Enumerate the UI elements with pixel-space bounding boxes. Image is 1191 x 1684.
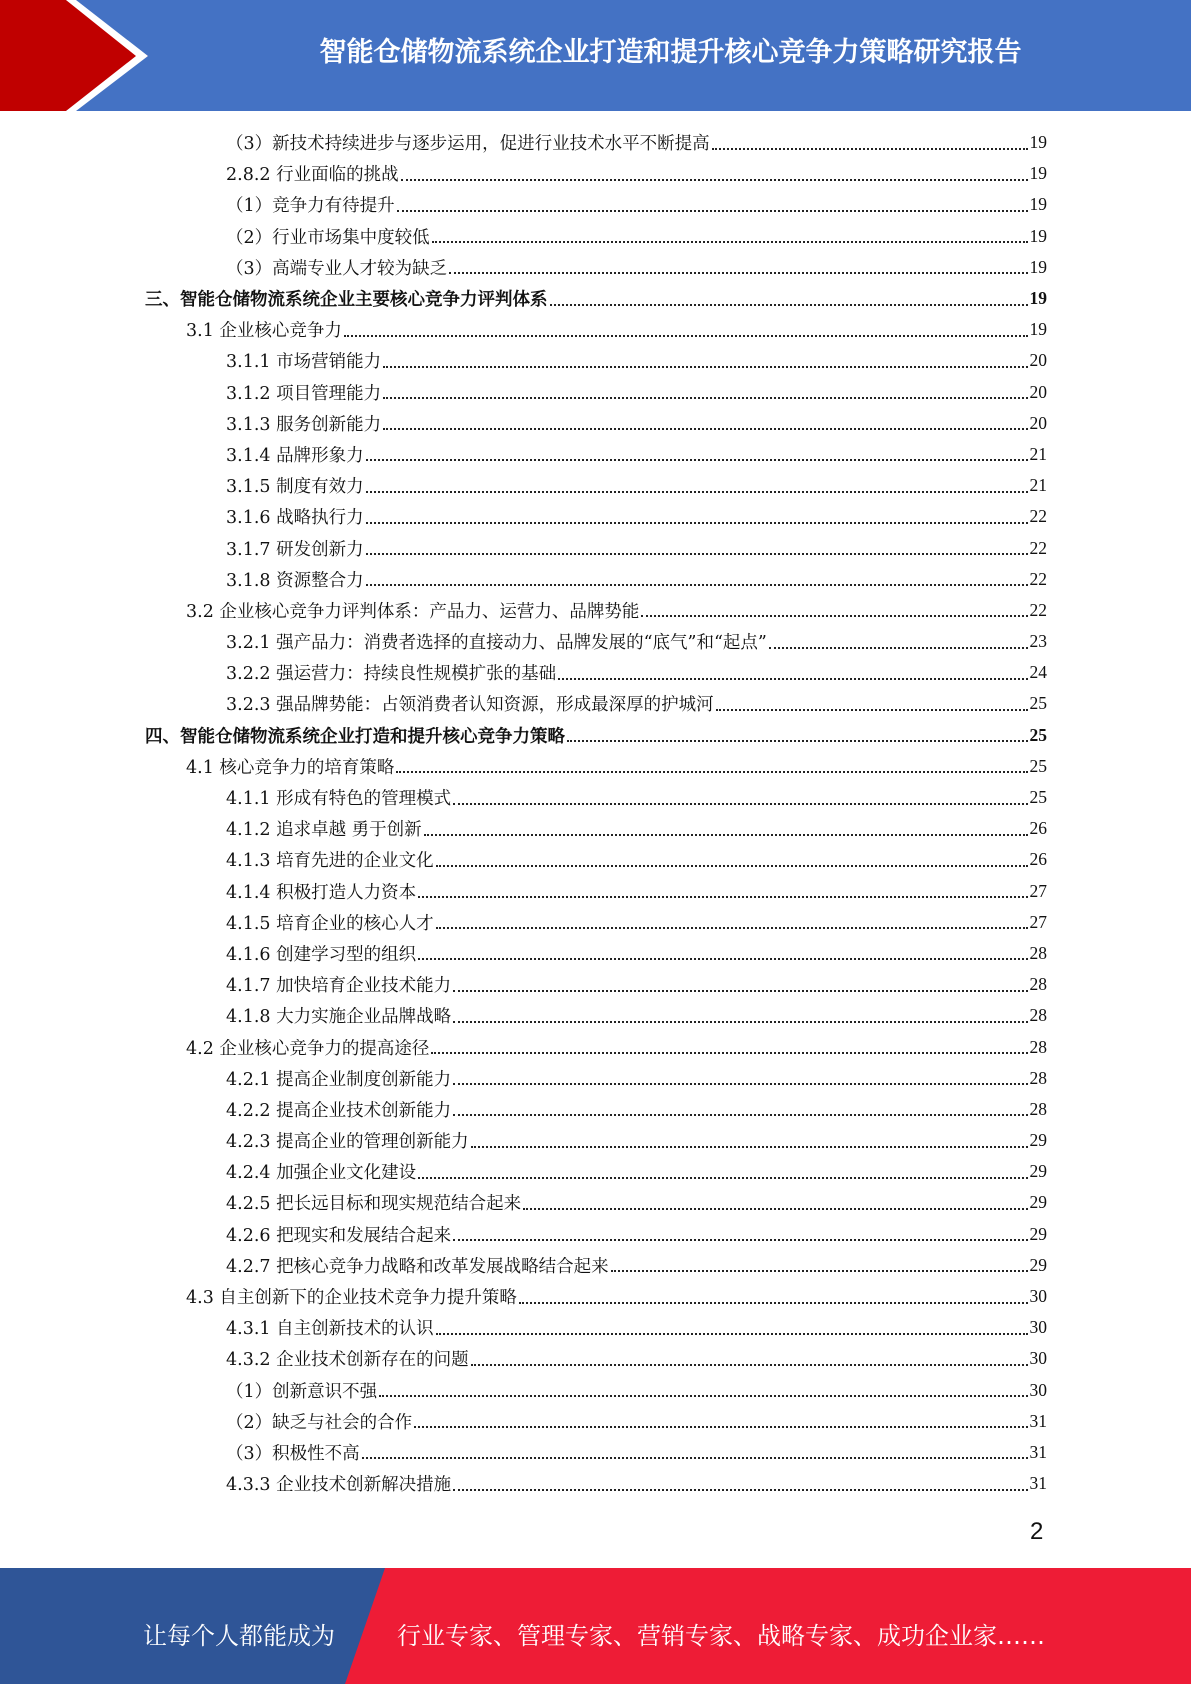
toc-entry[interactable] xyxy=(0,1219,1191,1250)
toc-entry-page: 27 xyxy=(1029,880,1047,901)
toc-entry-title: 4.1 核心竞争力的培育策略 xyxy=(186,757,395,778)
toc-entry-page: 26 xyxy=(1029,849,1047,870)
dot-leader xyxy=(453,1083,1027,1085)
toc-entry-page: 19 xyxy=(1029,194,1047,215)
toc-entry-page: 30 xyxy=(1029,1286,1047,1307)
toc-entry[interactable] xyxy=(0,1031,1191,1062)
toc-entry-title: 3.1.3 服务创新能力 xyxy=(226,414,382,435)
dot-leader xyxy=(418,958,1027,960)
toc-entry-title: 3.1.7 研发创新力 xyxy=(226,539,364,560)
toc-entry[interactable] xyxy=(0,626,1191,657)
toc-entry-title: 4.2.5 把长远目标和现实规范结合起来 xyxy=(226,1194,522,1215)
dot-leader xyxy=(379,1395,1027,1397)
dot-leader xyxy=(366,459,1028,461)
toc-entry-page: 20 xyxy=(1029,381,1047,402)
toc-entry-title: （2）行业市场集中度较低 xyxy=(226,227,430,248)
dot-leader xyxy=(471,1146,1028,1148)
toc-entry-page: 29 xyxy=(1029,1161,1047,1182)
toc-entry-page: 19 xyxy=(1029,132,1047,153)
dot-leader xyxy=(362,1457,1028,1459)
dot-leader xyxy=(453,1489,1027,1491)
toc-entry[interactable] xyxy=(0,782,1191,813)
toc-entry-title: 4.2.2 提高企业技术创新能力 xyxy=(226,1100,452,1121)
dot-leader xyxy=(436,865,1028,867)
toc-entry[interactable] xyxy=(0,127,1191,158)
page-footer xyxy=(0,1568,1191,1684)
toc-entry-title: 4.2.6 把现实和发展结合起来 xyxy=(226,1225,452,1246)
toc-entry-page: 21 xyxy=(1029,475,1047,496)
toc-entry-title: 3.1.5 制度有效力 xyxy=(226,477,364,498)
toc-entry-title: 4.1.2 追求卓越 勇于创新 xyxy=(226,820,422,841)
toc-entry-title: 3.1.8 资源整合力 xyxy=(226,570,364,591)
dot-leader xyxy=(401,179,1028,181)
toc-entry-title: 4.1.4 积极打造人力资本 xyxy=(226,882,417,903)
dot-leader xyxy=(418,896,1027,898)
toc-entry-title: 3.1.1 市场营销能力 xyxy=(226,352,382,373)
dot-leader xyxy=(449,272,1027,274)
toc-entry-title: 3.1 企业核心竞争力 xyxy=(186,321,342,342)
toc-entry-title: 4.3.3 企业技术创新解决措施 xyxy=(226,1475,452,1496)
toc-entry-title: 4.1.3 培育先进的企业文化 xyxy=(226,851,434,872)
dot-leader xyxy=(550,304,1028,306)
toc-entry-title: 3.2.3 强品牌势能：占领消费者认知资源，形成最深厚的护城河 xyxy=(226,695,714,716)
toc-entry-page: 31 xyxy=(1029,1473,1047,1494)
toc-entry-title: 4.2.1 提高企业制度创新能力 xyxy=(226,1069,452,1090)
toc-entry-page: 20 xyxy=(1029,412,1047,433)
toc-entry[interactable] xyxy=(0,1250,1191,1281)
toc-entry[interactable] xyxy=(0,1094,1191,1125)
toc-entry[interactable] xyxy=(0,657,1191,688)
dot-leader xyxy=(567,740,1028,742)
toc-entry-page: 29 xyxy=(1029,1130,1047,1151)
toc-entry-title: （3）新技术持续进步与逐步运用，促进行业技术水平不断提高 xyxy=(226,134,710,155)
toc-entry-title: （1）竞争力有待提升 xyxy=(226,196,395,217)
dot-leader xyxy=(436,1333,1028,1335)
toc-entry-page: 25 xyxy=(1029,724,1047,745)
dot-leader xyxy=(383,397,1027,399)
toc-entry-title: 四、智能仓储物流系统企业打造和提升核心竞争力策略 xyxy=(145,726,565,747)
dot-leader xyxy=(383,366,1027,368)
toc-entry[interactable] xyxy=(0,501,1191,532)
toc-entry-page: 20 xyxy=(1029,350,1047,371)
toc-entry-title: （1）创新意识不强 xyxy=(226,1381,378,1402)
toc-entry-title: 4.2 企业核心竞争力的提高途径 xyxy=(186,1038,430,1059)
toc-entry-title: 3.1.4 品牌形象力 xyxy=(226,445,364,466)
toc-entry-title: 3.2.1 强产品力：消费者选择的直接动力、品牌发展的“底气”和“起点” xyxy=(226,633,767,654)
dot-leader xyxy=(397,210,1028,212)
toc-entry-title: 4.1.7 加快培育企业技术能力 xyxy=(226,976,452,997)
toc-entry-page: 31 xyxy=(1029,1410,1047,1431)
dot-leader xyxy=(641,615,1027,617)
dot-leader xyxy=(453,990,1027,992)
toc-entry-page: 29 xyxy=(1029,1192,1047,1213)
toc-entry[interactable] xyxy=(0,844,1191,875)
toc-entry-title: 4.3.2 企业技术创新存在的问题 xyxy=(226,1350,469,1371)
toc-entry-page: 19 xyxy=(1029,288,1047,309)
toc-entry[interactable] xyxy=(0,720,1191,751)
dot-leader xyxy=(414,1426,1027,1428)
toc-entry[interactable] xyxy=(0,189,1191,220)
toc-entry-title: 4.3 自主创新下的企业技术竞争力提升策略 xyxy=(186,1288,517,1309)
toc-entry-page: 30 xyxy=(1029,1379,1047,1400)
dot-leader xyxy=(471,1364,1028,1366)
dot-leader xyxy=(523,1208,1027,1210)
toc-entry[interactable] xyxy=(0,1125,1191,1156)
toc-entry[interactable] xyxy=(0,564,1191,595)
dot-leader xyxy=(432,241,1028,243)
toc-entry-page: 28 xyxy=(1029,1098,1047,1119)
toc-entry-title: 4.1.1 形成有特色的管理模式 xyxy=(226,789,452,810)
toc-entry[interactable] xyxy=(0,813,1191,844)
toc-entry[interactable] xyxy=(0,688,1191,719)
chevron-decoration-icon xyxy=(0,0,160,111)
toc-entry[interactable] xyxy=(0,1312,1191,1343)
toc-entry[interactable] xyxy=(0,408,1191,439)
toc-entry[interactable] xyxy=(0,1437,1191,1468)
toc-entry[interactable] xyxy=(0,221,1191,252)
toc-entry[interactable] xyxy=(0,283,1191,314)
dot-leader xyxy=(418,1177,1027,1179)
toc-entry-page: 19 xyxy=(1029,256,1047,277)
toc-entry-page: 24 xyxy=(1029,662,1047,683)
toc-entry[interactable] xyxy=(0,1406,1191,1437)
toc-entry-page: 25 xyxy=(1029,693,1047,714)
toc-entry-page: 28 xyxy=(1029,1036,1047,1057)
toc-entry[interactable] xyxy=(0,252,1191,283)
dot-leader xyxy=(712,148,1028,150)
toc-entry-page: 28 xyxy=(1029,1005,1047,1026)
toc-entry[interactable] xyxy=(0,532,1191,563)
toc-entry-title: （3）高端专业人才较为缺乏 xyxy=(226,258,448,279)
dot-leader xyxy=(344,335,1028,337)
toc-entry[interactable] xyxy=(0,1156,1191,1187)
toc-entry-page: 29 xyxy=(1029,1223,1047,1244)
page-number: 2 xyxy=(1030,1518,1044,1545)
dot-leader xyxy=(558,678,1027,680)
toc-entry-title: 4.1.5 培育企业的核心人才 xyxy=(226,913,434,934)
toc-entry-title: （2）缺乏与社会的合作 xyxy=(226,1412,413,1433)
toc-entry[interactable] xyxy=(0,345,1191,376)
dot-leader xyxy=(431,1052,1027,1054)
toc-entry-title: 3.1.2 项目管理能力 xyxy=(226,383,382,404)
toc-entry[interactable] xyxy=(0,158,1191,189)
dot-leader xyxy=(436,927,1028,929)
dot-leader xyxy=(366,491,1028,493)
toc-entry[interactable] xyxy=(0,1375,1191,1406)
toc-entry-page: 22 xyxy=(1029,599,1047,620)
toc-entry-title: 4.1.6 创建学习型的组织 xyxy=(226,944,417,965)
toc-entry-page: 26 xyxy=(1029,818,1047,839)
dot-leader xyxy=(453,1021,1027,1023)
toc-entry-page: 30 xyxy=(1029,1317,1047,1338)
toc-entry[interactable] xyxy=(0,439,1191,470)
toc-entry-page: 28 xyxy=(1029,942,1047,963)
toc-entry-title: 4.2.7 把核心竞争力战略和改革发展战略结合起来 xyxy=(226,1256,609,1277)
toc-entry-page: 28 xyxy=(1029,1067,1047,1088)
toc-entry[interactable] xyxy=(0,377,1191,408)
toc-entry[interactable] xyxy=(0,1281,1191,1312)
toc-entry[interactable] xyxy=(0,751,1191,782)
toc-entry[interactable] xyxy=(0,876,1191,907)
toc-entry-page: 19 xyxy=(1029,163,1047,184)
toc-entry[interactable] xyxy=(0,938,1191,969)
page-header xyxy=(0,0,1191,111)
toc-entry-page: 19 xyxy=(1029,225,1047,246)
toc-entry-page: 31 xyxy=(1029,1441,1047,1462)
toc-entry-title: （3）积极性不高 xyxy=(226,1443,360,1464)
toc-entry-title: 4.2.3 提高企业的管理创新能力 xyxy=(226,1132,469,1153)
dot-leader xyxy=(396,771,1027,773)
toc-entry-page: 30 xyxy=(1029,1348,1047,1369)
toc-entry-page: 23 xyxy=(1029,631,1047,652)
toc-entry-page: 22 xyxy=(1029,537,1047,558)
toc-entry-title: 3.1.6 战略执行力 xyxy=(226,508,364,529)
toc-entry[interactable] xyxy=(0,1468,1191,1499)
toc-entry-title: 三、智能仓储物流系统企业主要核心竞争力评判体系 xyxy=(145,290,548,311)
dot-leader xyxy=(769,647,1028,649)
toc-entry-page: 28 xyxy=(1029,974,1047,995)
toc-entry-page: 19 xyxy=(1029,319,1047,340)
toc-entry-page: 25 xyxy=(1029,755,1047,776)
toc-entry-page: 22 xyxy=(1029,506,1047,527)
dot-leader xyxy=(366,553,1028,555)
toc-entry[interactable] xyxy=(0,1343,1191,1374)
footer-slogan-left: 让每个人都能成为 xyxy=(143,1622,335,1650)
toc-entry-page: 29 xyxy=(1029,1254,1047,1275)
dot-leader xyxy=(519,1302,1028,1304)
toc-entry-page: 21 xyxy=(1029,443,1047,464)
toc-entry-page: 22 xyxy=(1029,568,1047,589)
toc-entry-title: 4.2.4 加强企业文化建设 xyxy=(226,1163,417,1184)
dot-leader xyxy=(366,584,1028,586)
toc-entry[interactable] xyxy=(0,1000,1191,1031)
report-title: 智能仓储物流系统企业打造和提升核心竞争力策略研究报告 xyxy=(319,37,1022,68)
toc-entry[interactable] xyxy=(0,907,1191,938)
dot-leader xyxy=(453,1114,1027,1116)
toc-entry-title: 4.1.8 大力实施企业品牌战略 xyxy=(226,1007,452,1028)
dot-leader xyxy=(383,428,1027,430)
toc-entry[interactable] xyxy=(0,470,1191,501)
toc-entry-page: 25 xyxy=(1029,787,1047,808)
dot-leader xyxy=(716,709,1028,711)
dot-leader xyxy=(453,803,1027,805)
toc-entry[interactable] xyxy=(0,1187,1191,1218)
toc-entry[interactable] xyxy=(0,1063,1191,1094)
toc-entry[interactable] xyxy=(0,595,1191,626)
toc-entry-title: 4.3.1 自主创新技术的认识 xyxy=(226,1319,434,1340)
toc-entry-page: 27 xyxy=(1029,911,1047,932)
toc-entry-title: 3.2 企业核心竞争力评判体系：产品力、运营力、品牌势能 xyxy=(186,601,640,622)
toc-entry[interactable] xyxy=(0,969,1191,1000)
table-of-contents xyxy=(0,127,1191,1499)
toc-entry[interactable] xyxy=(0,314,1191,345)
dot-leader xyxy=(453,1239,1027,1241)
dot-leader xyxy=(424,834,1028,836)
toc-entry-title: 2.8.2 行业面临的挑战 xyxy=(226,165,399,186)
footer-slogan-right: 行业专家、管理专家、营销专家、战略专家、成功企业家…… xyxy=(397,1622,1045,1650)
dot-leader xyxy=(611,1270,1028,1272)
toc-entry-title: 3.2.2 强运营力：持续良性规模扩张的基础 xyxy=(226,664,557,685)
dot-leader xyxy=(366,522,1028,524)
